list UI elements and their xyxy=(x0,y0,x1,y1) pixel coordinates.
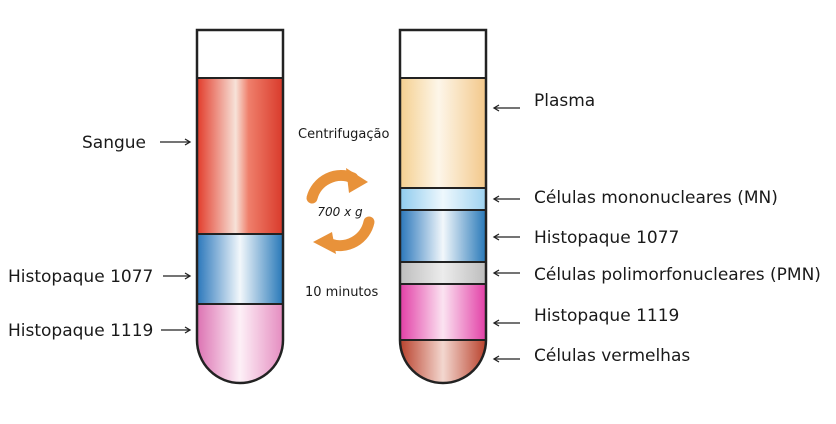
process-force: 700 x g xyxy=(317,205,363,219)
right-tube-pmn-layer xyxy=(400,262,486,284)
label-right-histopaque-1077: Histopaque 1077 xyxy=(534,228,680,248)
left-tube xyxy=(197,30,283,383)
left-tube-empty-top xyxy=(197,30,283,78)
label-mononuclear: Células mononucleares (MN) xyxy=(534,188,778,208)
right-tube-histopaque-1077-layer xyxy=(400,210,486,262)
right-tube-red-cells-layer xyxy=(400,340,486,383)
pointer-pmn xyxy=(494,270,520,276)
left-tube-blood-layer xyxy=(197,78,283,234)
right-tube-mn-layer xyxy=(400,188,486,210)
label-polymorphonuclear: Células polimorfonucleares (PMN) xyxy=(534,265,821,285)
pointer-right-histopaque-1077 xyxy=(494,234,520,240)
process-time: 10 minutos xyxy=(305,285,379,300)
label-blood: Sangue xyxy=(82,133,147,153)
process-title: Centrifugação xyxy=(298,127,390,142)
pointer-mn xyxy=(494,196,520,202)
pointer-red-cells xyxy=(494,356,520,362)
right-tube-plasma-layer xyxy=(400,78,486,188)
label-red-cells: Células vermelhas xyxy=(534,346,691,366)
left-tube-histopaque-1077-layer xyxy=(197,234,283,304)
pointer-right-histopaque-1119 xyxy=(494,320,520,326)
right-tube xyxy=(400,30,486,383)
pointer-plasma xyxy=(494,105,520,111)
label-plasma: Plasma xyxy=(534,91,596,111)
label-right-histopaque-1119: Histopaque 1119 xyxy=(534,306,680,326)
right-tube-histopaque-1119-layer xyxy=(400,284,486,340)
right-tube-empty-top xyxy=(400,30,486,78)
label-left-histopaque-1077: Histopaque 1077 xyxy=(8,267,154,287)
label-left-histopaque-1119: Histopaque 1119 xyxy=(8,321,154,341)
